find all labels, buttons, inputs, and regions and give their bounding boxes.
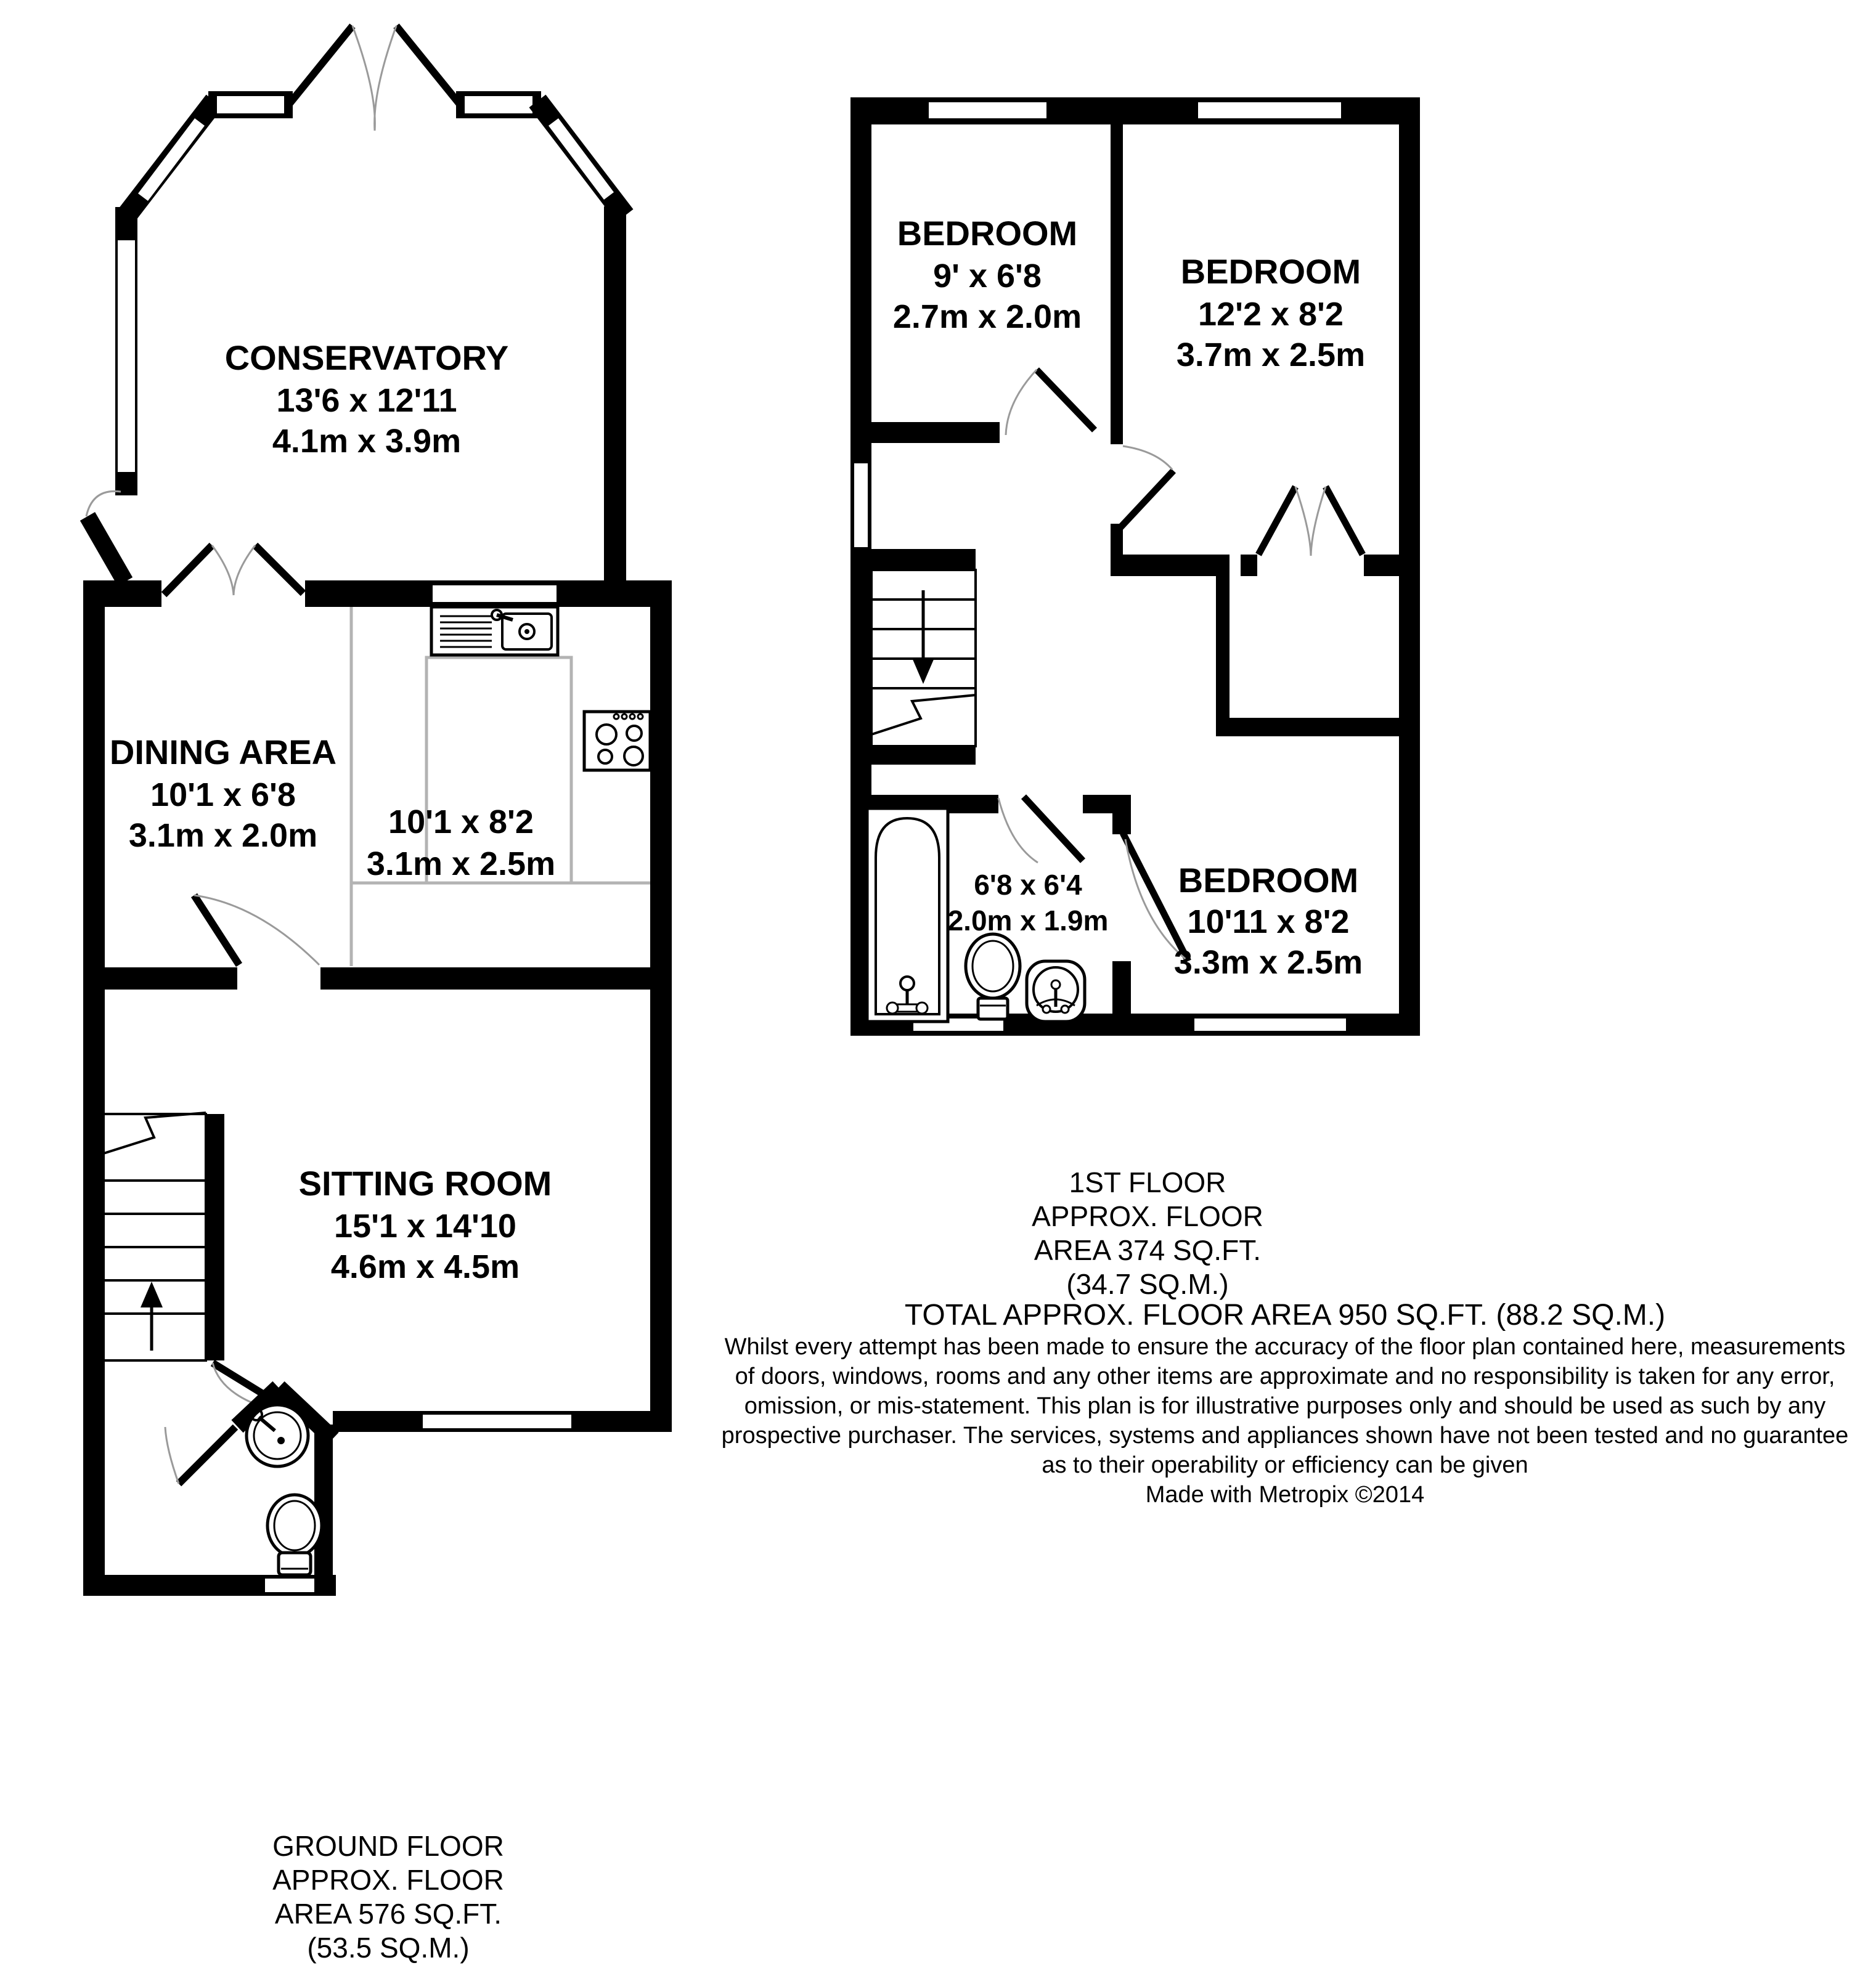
door-wc xyxy=(179,1427,235,1484)
kitchen-floor-outline xyxy=(351,607,650,966)
disclaimer xyxy=(722,1334,1849,1508)
conservatory-metric: 4.1m x 3.9m xyxy=(272,423,462,460)
gf-area-line4: (53.5 SQ.M.) xyxy=(307,1932,470,1964)
ff-area-line2: APPROX. FLOOR xyxy=(1032,1200,1263,1232)
window-landing-left xyxy=(853,462,869,548)
window-conservatory-top-right xyxy=(465,96,532,113)
ff-area-line1: 1ST FLOOR xyxy=(1069,1166,1226,1198)
total-area-note: TOTAL APPROX. FLOOR AREA 950 SQ.FT. (88.2 SQ.M.) xyxy=(904,1299,1666,1331)
window-bedroom1 xyxy=(928,101,1048,120)
sitting-room-label: SITTING ROOM xyxy=(298,1164,552,1203)
window-conservatory-top-left xyxy=(217,96,284,113)
kitchen-sink xyxy=(431,607,558,655)
bedroom1-label: BEDROOM xyxy=(897,214,1078,253)
wc-toilet xyxy=(267,1495,322,1575)
conservatory-side-door xyxy=(86,491,125,582)
kitchen-metric: 3.1m x 2.5m xyxy=(366,845,556,882)
window-conservatory-topright-diagonal xyxy=(553,122,609,196)
ground-stairs xyxy=(104,1113,224,1360)
first-stairs xyxy=(871,570,976,765)
conservatory-double-door xyxy=(290,26,459,131)
wc-room xyxy=(165,1388,333,1575)
first-floor-plan xyxy=(850,97,1420,1036)
wc-corner-sink xyxy=(247,1405,308,1466)
bedroom3-imperial: 10'11 x 8'2 xyxy=(1187,903,1350,940)
dining-label: DINING AREA xyxy=(109,733,337,771)
disclaimer-line1: Whilst every attempt has been made to ensure the accuracy of the floor plan contained here, measurements xyxy=(724,1334,1846,1360)
bedroom2-imperial: 12'2 x 8'2 xyxy=(1198,296,1344,333)
basin-first-floor xyxy=(1027,961,1085,1022)
ground-floor-area-note xyxy=(272,1830,504,1964)
dining-sitting-wall xyxy=(83,895,672,992)
bedroom2-metric: 3.7m x 2.5m xyxy=(1176,336,1366,373)
window-bedroom3 xyxy=(1193,1017,1347,1032)
bedroom1-imperial: 9' x 6'8 xyxy=(933,258,1042,295)
stairs-up-arrow xyxy=(141,1282,163,1307)
disclaimer-line2: of doors, windows, rooms and any other items are approximate and no responsibility is taken for any error, xyxy=(735,1364,1835,1389)
conservatory-imperial: 13'6 x 12'11 xyxy=(276,382,457,419)
bathtub xyxy=(867,808,948,1022)
wardrobe-double-door xyxy=(1258,487,1363,556)
first-floor-labels xyxy=(893,214,1365,981)
door-bedroom1 xyxy=(1006,370,1095,435)
window-conservatory-left xyxy=(116,239,136,473)
bedroom1-metric: 2.7m x 2.0m xyxy=(892,298,1082,335)
bathroom-imperial: 6'8 x 6'4 xyxy=(974,869,1082,901)
disclaimer-line4: prospective purchaser. The services, systems and appliances shown have not been tested and no guarantee xyxy=(721,1423,1849,1449)
window-conservatory-topleft-diagonal xyxy=(143,122,200,197)
bedroom3-metric: 3.3m x 2.5m xyxy=(1173,944,1363,981)
ground-floor-plan xyxy=(83,26,672,1596)
gf-area-line2: APPROX. FLOOR xyxy=(272,1864,504,1896)
ff-area-line4: (34.7 SQ.M.) xyxy=(1066,1268,1229,1300)
window-kitchen xyxy=(431,584,558,603)
kitchen-imperial: 10'1 x 8'2 xyxy=(388,803,534,840)
door-bedroom2 xyxy=(1120,446,1173,527)
window-sitting-room xyxy=(422,1413,573,1429)
gf-area-line3: AREA 576 SQ.FT. xyxy=(274,1898,502,1930)
sitting-room-metric: 4.6m x 4.5m xyxy=(330,1248,520,1285)
door-bathroom xyxy=(998,797,1083,863)
ground-floor-labels xyxy=(110,338,555,1285)
ff-area-line3: AREA 374 SQ.FT. xyxy=(1034,1234,1262,1266)
window-bedroom2 xyxy=(1197,101,1342,120)
stairs-down-arrow xyxy=(912,658,934,684)
bedroom3-label: BEDROOM xyxy=(1178,861,1359,900)
first-floor-area-note xyxy=(1032,1166,1263,1300)
sitting-room-imperial: 15'1 x 14'10 xyxy=(334,1208,516,1245)
disclaimer-line3: omission, or mis-statement. This plan is for illustrative purposes only and should be used as such by any xyxy=(744,1393,1826,1419)
conservatory-label: CONSERVATORY xyxy=(224,338,509,377)
disclaimer-line5: as to their operability or efficiency can be given xyxy=(1042,1452,1528,1478)
kitchen-hob xyxy=(584,712,650,770)
toilet-first-floor xyxy=(966,934,1020,1019)
stairs-break-line-ff xyxy=(871,695,976,734)
stairs-break-line xyxy=(104,1113,206,1153)
bedroom2-label: BEDROOM xyxy=(1180,252,1361,291)
dining-metric: 3.1m x 2.0m xyxy=(128,817,318,854)
bathroom-metric: 2.0m x 1.9m xyxy=(947,905,1109,937)
credit-line: Made with Metropix ©2014 xyxy=(1145,1482,1425,1508)
dining-imperial: 10'1 x 6'8 xyxy=(150,776,296,813)
gf-area-line1: GROUND FLOOR xyxy=(272,1830,504,1862)
